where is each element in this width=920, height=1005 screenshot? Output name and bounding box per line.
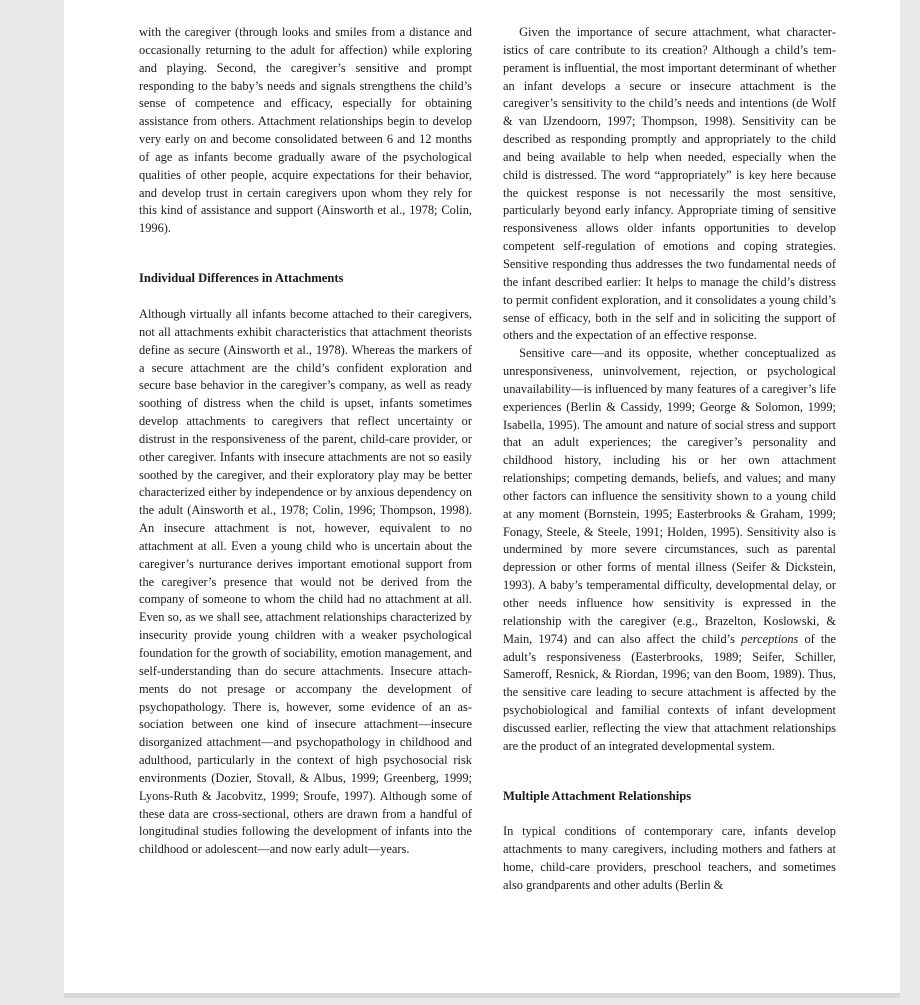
paragraph-given-importance: Given the importance of secure attachment, what characteristics of care contribute to its creation? Although a child’s temperament is influential, the most important determinant of whether an infant develops a secure or insecure attachment is the caregiver’s sensitivity to the child’s needs and intentions (de Wolf & van IJzendoorn, 1997; Thompson, 1998). Sensitivity can be described as responding promptly and appropriately to the child and being available to help when needed, especially when the child is distressed. The word “appropriately” is key here because the quickest response is not necessarily the most sensitive, particularly beyond early infancy. Appropriate timing of sensitive responsiveness allows older infants opportunities to develop competent self-regulation of emotions and coping strategies. Sensitive responding thus addresses the two fundamental needs of the infant described earlier: It helps to manage the child’s distress to permit confident exploration, and it consolidates a young child’s sense of efficacy, both in the self and in soliciting the support of others and the expectation of an effective response. <box>503 25 836 343</box>
paragraph-sensitive-care <box>503 345 836 755</box>
section-heading-individual-differences: Individual Differences in Attachments <box>139 271 344 286</box>
paragraph-individual-differences: Although virtually all infants become attached to their caregivers, not all attachments exhibit characteristics that attachment theorists define as secure (Ainsworth et al., 1978). Whereas the markers of a secure attachment are the child’s confident exploration and secure base behavior in the caregiver’s company, as well as ready soothing of distress when the child is upset, infants sometimes develop attachments to caregivers that reflect uncertainty or distrust in the responsiveness of the parent, child-care provider, or other caregiver. Infants with insecure attachments are not so easily soothed by the caregiver, and their exploratory play may be better characterized either by independence or by anxious dependency on the adult (Ainsworth et al., 1978; Colin, 1996; Thompson, 1998). An insecure attachment is not, however, equivalent to no attachment at all. Even a young child who is uncertain about the caregiver’s nurturance derives important emotional support from the caregiver’s presence that would not be derived from the company of someone to whom the child had no attachment at all. Even so, as we shall see, attachment relationships characterized by insecurity provide young children with a weaker psychological foundation for the growth of sociability, emotion management, and self-understanding than do secure attachments. Insecure attachments do not presage or accompany the development of psychopathology. There is, however, some evidence of an association between one kind of insecure attachment—insecure disorganized attachment—and psychopathology in childhood and adulthood, particularly in the context of high psychosocial risk environments (Dozier, Stovall, & Albus, 1999; Greenberg, 1999; Lyons-Ruth & Jacobvitz, 1999; Sroufe, 1997). Although some of these data are cross-sectional, others are drawn from a handful of longitudinal studies following the development of infants into the childhood or adolescent—and now early adult—years. <box>139 306 472 857</box>
paragraph-continued: with the caregiver (through looks and smiles from a distance and occasionally returning to the adult for affection) while exploring and playing. Second, the caregiver’s sensitive and prompt responding to the baby’s needs and signals strengthens the child’s sense of competence and efficacy, especially for obtaining assistance from others. Attachment relationships begin to develop very early on and become consolidated between 6 and 12 months of age as infants become gradually aware of the psychological qualities of other people, acquire expectations for their behavior, and develop trust in certain caregivers upon whom they rely for this kind of assistance and support (Ainsworth et al., 1978; Colin, 1996). <box>139 25 472 236</box>
left-column <box>139 24 472 859</box>
paragraph-sensitive-care-part1: Sensitive care—and its opposite, whether conceptualized as unresponsiveness, uninvolvement, rejection, or psychological unavailability—is influenced by many features of a caregiver’s life experiences (Berlin & Cassidy, 1999; George & Solomon, 1999; Isabella, 1995). The amount and nature of social stress and support that an adult experiences; the caregiver’s personality and childhood history, including his or her own attachment relationships; competing demands, beliefs, and values; and many other factors can influence the sensitivity shown to a young child at any moment (Bornstein, 1995; Easterbrooks & Graham, 1999; Fonagy, Steele, & Steele, 1991; Holden, 1995). Sensitivity also is undermined by more severe circumstances, such as parental depression or other forms of mental illness (Seifer & Dickstein, 1993). A baby’s temperamental difficulty, developmental delay, or other needs influence how sensitivity is expressed in the relationship with the caregiver (e.g., Brazelton, Koslowski, & Main, 1974) and can also affect the child’s <box>503 346 836 646</box>
page-bottom-edge <box>64 993 900 998</box>
paragraph-multiple-attachment: In typical conditions of contemporary care, infants develop attachments to many caregivers, including mothers and fathers at home, child-care providers, preschool teachers, and sometimes also grandparents and other adults (Berlin & <box>503 824 836 892</box>
section-heading-multiple-attachment: Multiple Attachment Relationships <box>503 788 692 803</box>
italic-perceptions: perceptions <box>741 631 799 646</box>
right-column <box>503 24 836 895</box>
paragraph-sensitive-care-part2: of the adult’s responsiveness (Easterbrooks, 1989; Seifer, Schiller, Sameroff, Resnick, & Riordan, 1996; van den Boom, 1989). Thus, the sensitive care leading to secure attachment is affected by the psychobiological and familial contexts of infant development discussed earlier, reflecting the view that attachment relationships are the product of an integrated developmental system. <box>503 631 836 753</box>
